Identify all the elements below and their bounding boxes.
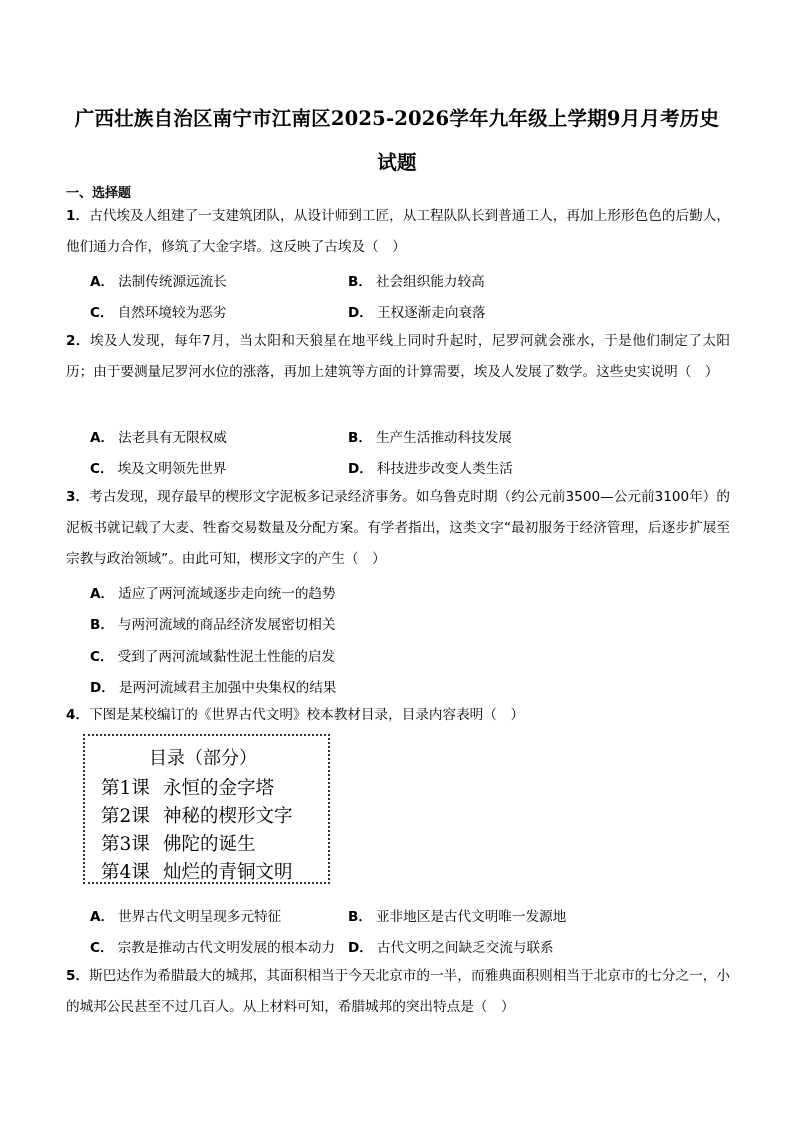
question-number: 5．	[66, 968, 90, 984]
question-text: 斯巴达作为希腊最大的城邦，其面积相当于今天北京市的一半，而雅典面积则相当于北京市的七分之一，小的城邦公民甚至不过几百人。从上材料可知，希腊城邦的突出特点是（ ）	[66, 968, 730, 1015]
section-heading: 一、选择题	[66, 186, 132, 201]
q1-option-a[interactable]: A． 法制传统源远流长	[90, 274, 227, 290]
contents-row: 第4课 灿烂的青铜文明	[101, 862, 293, 883]
q2-option-c[interactable]: C． 埃及文明领先世界	[90, 461, 227, 477]
question-number: 4．	[66, 707, 90, 723]
exam-title-line1: 广西壮族自治区南宁市江南区2025-2026学年九年级上学期9月月考历史	[74, 107, 720, 130]
q2-option-a[interactable]: A． 法老具有无限权威	[90, 430, 227, 446]
q3-option-c[interactable]: C． 受到了两河流域黏性泥土性能的启发	[90, 649, 336, 665]
textbook-contents-figure	[83, 734, 330, 884]
question-number: 3．	[66, 489, 90, 505]
question-number: 2．	[66, 333, 90, 349]
q3-option-b[interactable]: B． 与两河流域的商品经济发展密切相关	[90, 617, 336, 633]
question-4	[66, 700, 730, 731]
question-text: 埃及人发现，每年7月，当太阳和天狼星在地平线上同时升起时，尼罗河就会涨水，于是他们制定了太阳历；由于要测量尼罗河水位的涨落，再加上建筑等方面的计算需要，埃及人发展了数学。这些史实说明（ ）	[66, 333, 730, 380]
q1-option-b[interactable]: B． 社会组织能力较高	[348, 274, 485, 290]
question-text: 考古发现，现存最早的楔形文字泥板多记录经济事务。如乌鲁克时期（约公元前3500—公元前3100年）的泥板书就记载了大麦、牲畜交易数量及分配方案。有学者指出，这类文字“最初服务于经济管理，后逐步扩展至宗教与政治领域”。由此可知，楔形文字的产生（ ）	[66, 489, 730, 567]
q1-option-d[interactable]: D． 王权逐渐走向衰落	[348, 305, 486, 321]
contents-row: 第1课 永恒的金字塔	[101, 778, 275, 799]
q3-option-a[interactable]: A． 适应了两河流域逐步走向统一的趋势	[90, 586, 336, 602]
q4-option-c[interactable]: C． 宗教是推动古代文明发展的根本动力	[90, 940, 336, 956]
question-5	[66, 961, 730, 1023]
contents-row: 第2课 神秘的楔形文字	[101, 806, 293, 827]
q2-option-d[interactable]: D． 科技进步改变人类生活	[348, 461, 513, 477]
q4-option-d[interactable]: D． 古代文明之间缺乏交流与联系	[348, 940, 554, 956]
question-1	[66, 201, 730, 263]
q1-option-c[interactable]: C． 自然环境较为恶劣	[90, 305, 227, 321]
q2-option-b[interactable]: B． 生产生活推动科技发展	[348, 430, 512, 446]
contents-title: 目录（部分）	[149, 748, 257, 769]
question-text: 古代埃及人组建了一支建筑团队，从设计师到工匠，从工程队队长到普通工人，再加上形形色色的后勤人，他们通力合作，修筑了大金字塔。这反映了古埃及（ ）	[66, 208, 730, 255]
contents-row: 第3课 佛陀的诞生	[101, 834, 256, 855]
question-number: 1．	[66, 208, 90, 224]
exam-title-line2: 试题	[377, 151, 417, 174]
q4-option-b[interactable]: B． 亚非地区是古代文明唯一发源地	[348, 909, 567, 925]
question-3	[66, 482, 730, 575]
question-text: 下图是某校编订的《世界古代文明》校本教材目录，目录内容表明（ ）	[89, 707, 525, 723]
q3-option-d[interactable]: D． 是两河流域君主加强中央集权的结果	[90, 680, 337, 696]
q4-option-a[interactable]: A． 世界古代文明呈现多元特征	[90, 909, 282, 925]
question-2	[66, 326, 730, 388]
